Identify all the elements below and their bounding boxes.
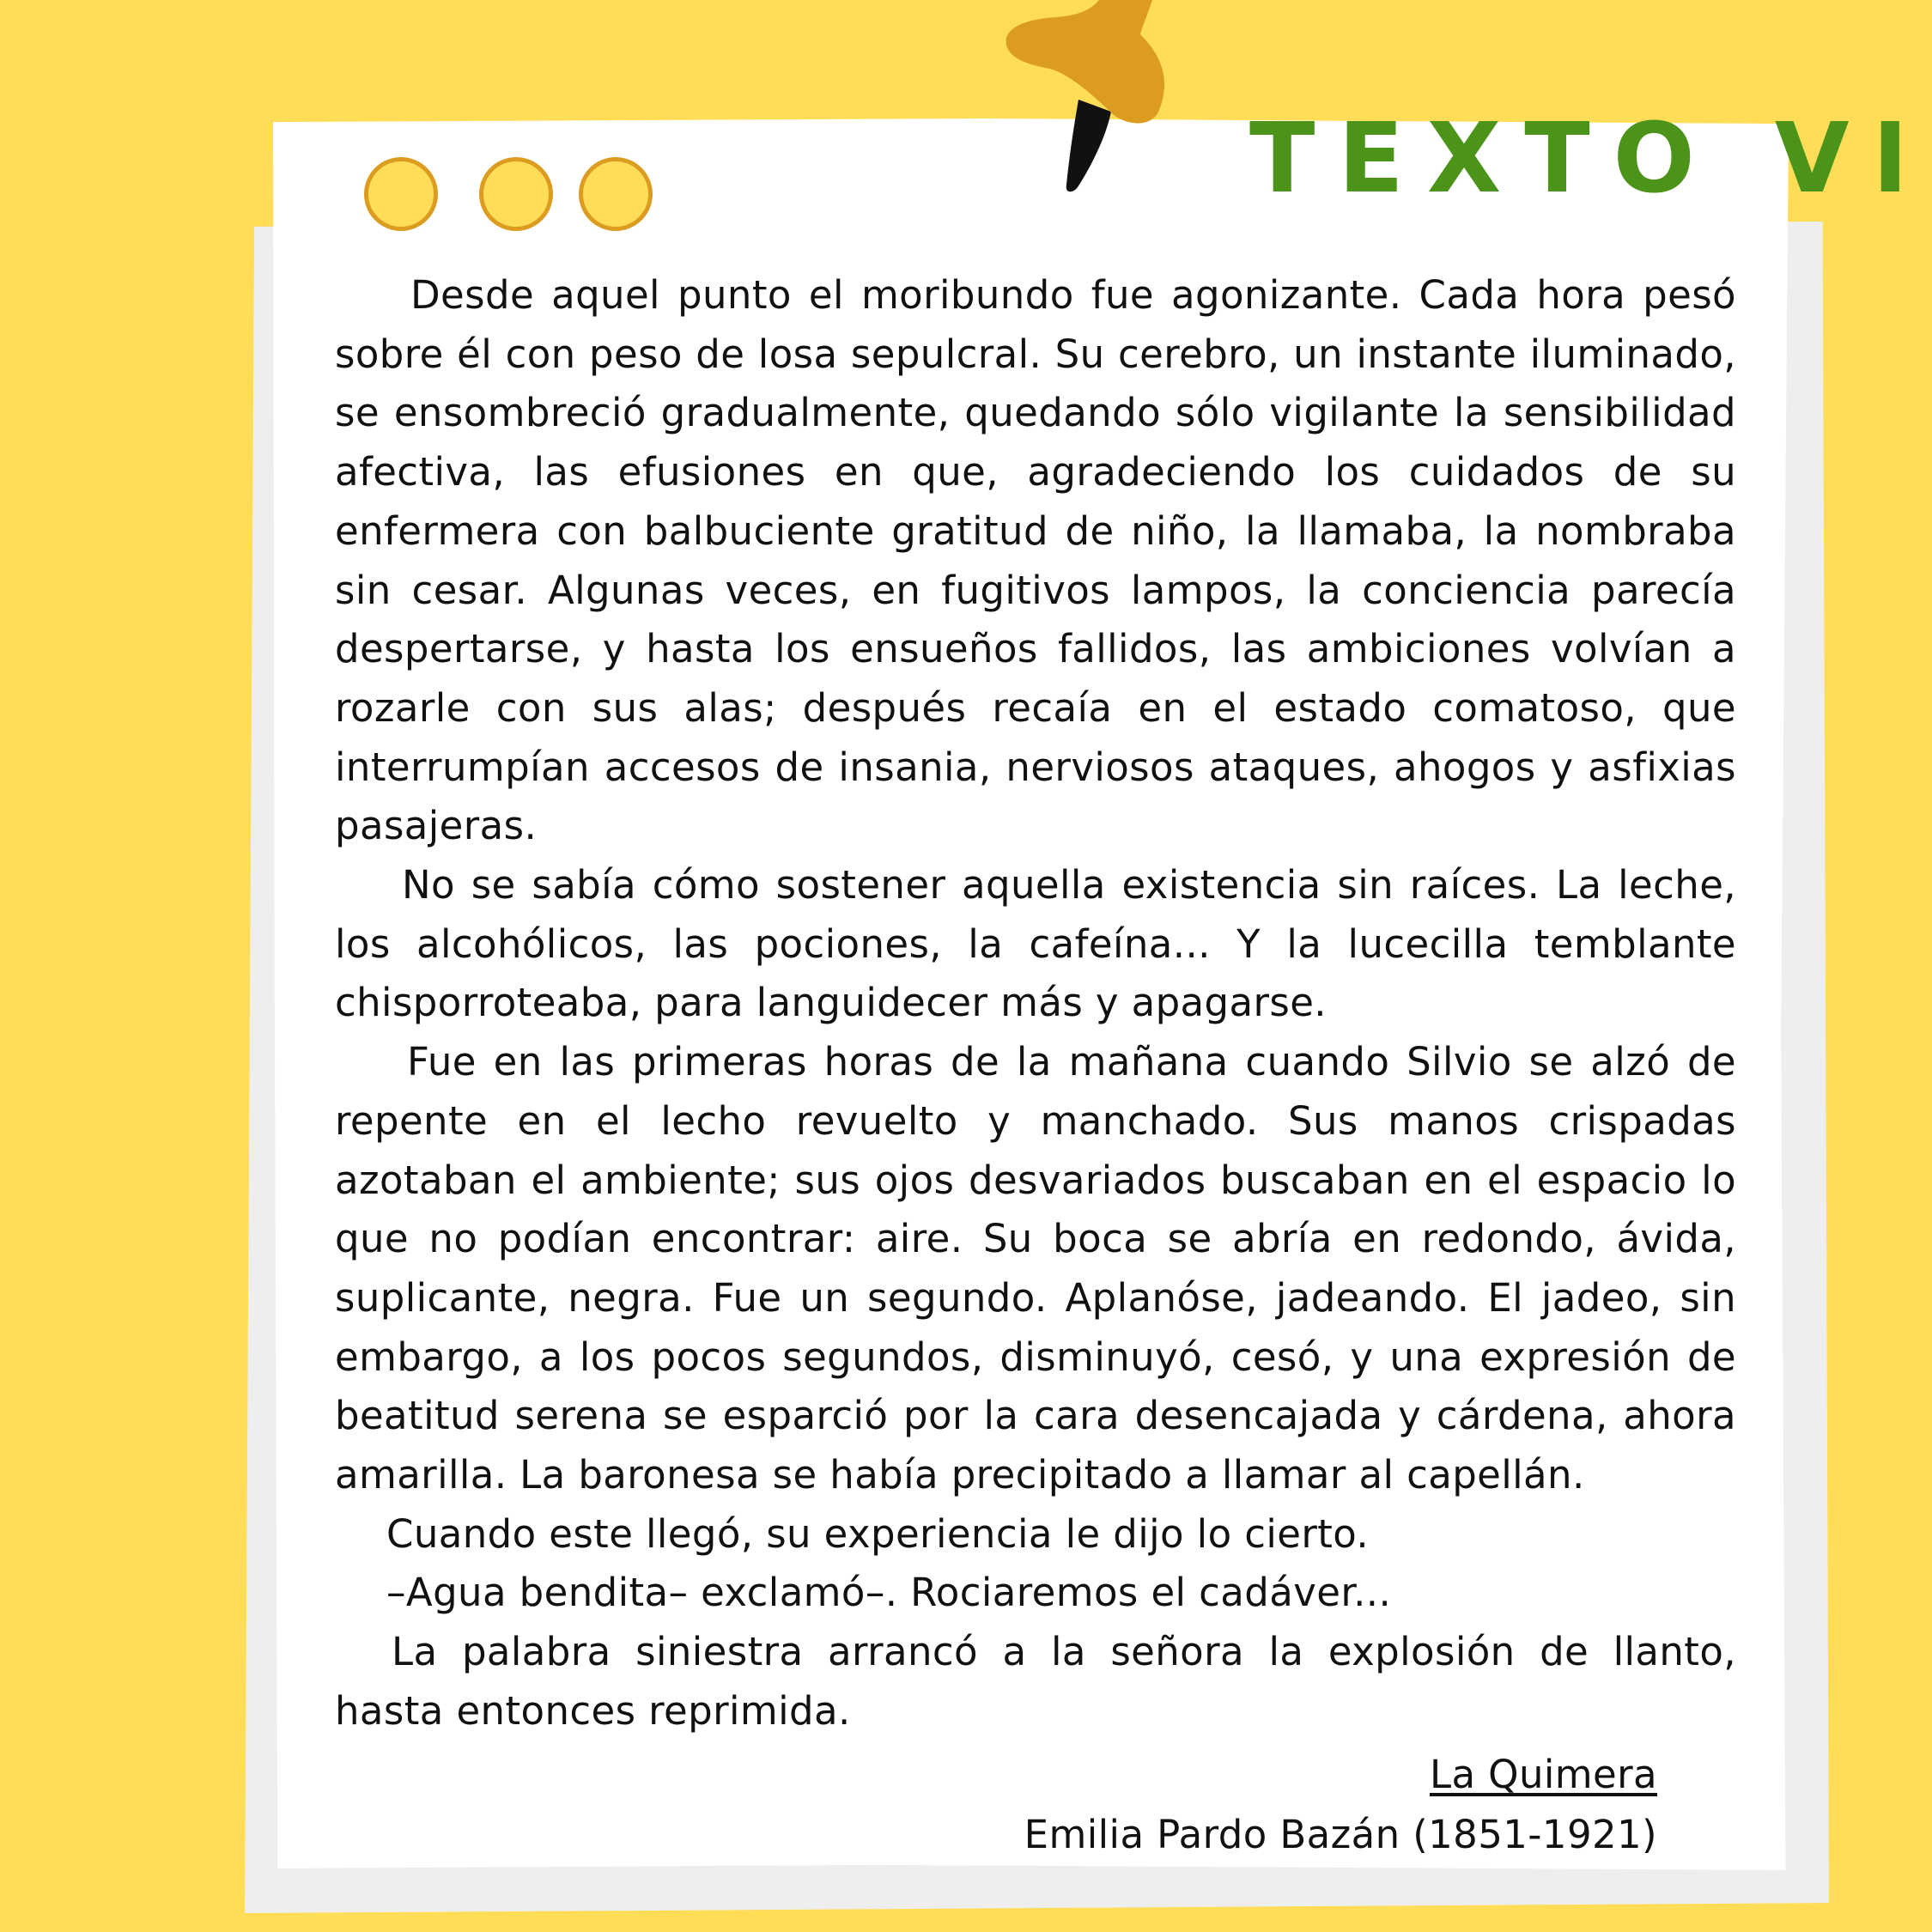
dot-1 [364, 157, 438, 231]
paragraph: La palabra siniestra arrancó a la señora la explosión de llanto, hasta entonces reprimida. [335, 1629, 1736, 1734]
dot-2 [479, 157, 553, 231]
pushpin-icon [996, 0, 1185, 206]
paragraph: –Agua bendita– exclamó–. Rociaremos el cadáver... [386, 1570, 1392, 1616]
page-title: TEXTO VI [1249, 103, 1932, 215]
paragraph: Fue en las primeras horas de la mañana cuando Silvio se alzó de repente en el lecho revuelto y manchado. Sus manos crispadas azotaban el ambiente; sus ojos desvariados buscaban en el espacio lo que no podían encontrar: aire. Su boca se abría en redondo, ávida, suplicante, negra. Fue un segundo. Aplanóse, jadeando. El jadeo, sin embargo, a los pocos segundos, disminuyó, cesó, y una expresión de beatitud serena se esparció por la cara desencajada y cárdena, ahora amarilla. La baronesa se había precipitado a llamar al capellán. [335, 1039, 1736, 1498]
paragraph: Cuando este llegó, su experiencia le dijo lo cierto. [386, 1510, 1370, 1557]
decorative-dots [364, 157, 656, 231]
author-credit: Emilia Pardo Bazán (1851-1921) [1024, 1812, 1657, 1857]
book-title: La Quimera [1430, 1752, 1657, 1797]
paragraph: No se sabía cómo sostener aquella existencia sin raíces. La leche, los alcohólicos, las pociones, la cafeína... Y la lucecilla temblante chisporroteaba, para languidecer más y apagarse. [335, 862, 1736, 1026]
dot-3 [579, 157, 653, 231]
text-body [335, 266, 1736, 1741]
paragraph: Desde aquel punto el moribundo fue agonizante. Cada hora pesó sobre él con peso de losa sepulcral. Su cerebro, un instante iluminado, se ensombreció gradualmente, quedando sólo vigilante la sensibilidad afectiva, las efusiones en que, agradeciendo los cuidados de su enfermera con balbuciente gratitud de niño, la llamaba, la nombraba sin cesar. Algunas veces, en fugitivos lampos, la conciencia parecía despertarse, y hasta los ensueños fallidos, las ambiciones volvían a rozarle con sus alas; después recaía en el estado comatoso, que interrumpían accesos de insania, nerviosos ataques, ahogos y asfixias pasajeras. [335, 272, 1736, 849]
